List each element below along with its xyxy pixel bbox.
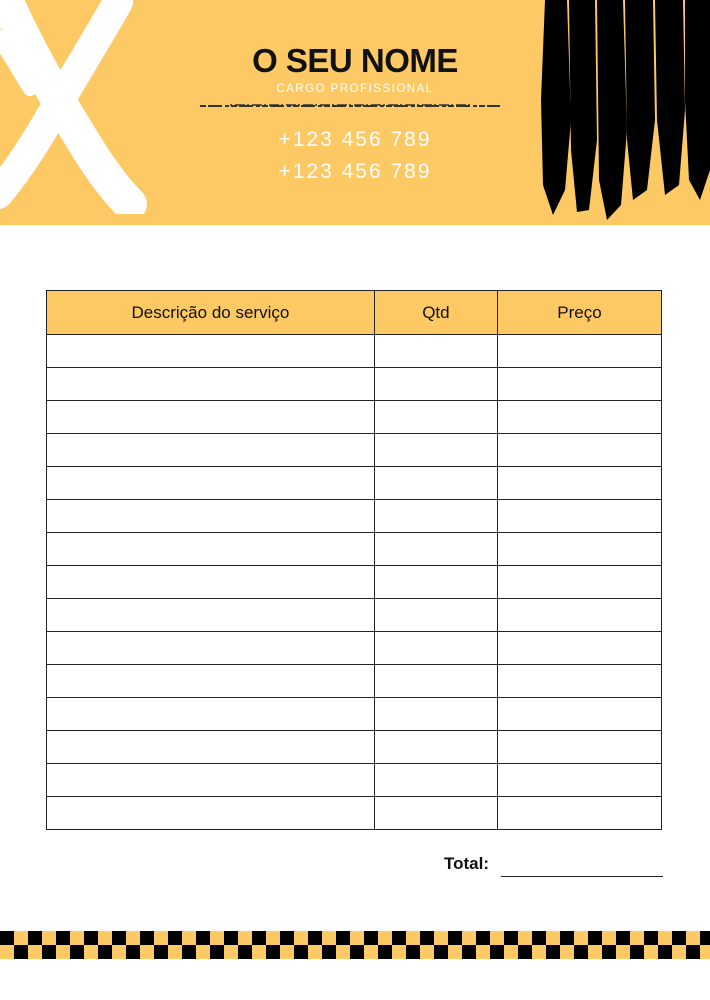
checker-square (308, 931, 322, 945)
x-brush-mark (0, 0, 150, 214)
checker-square (462, 945, 476, 959)
checker-square (532, 945, 546, 959)
checker-square (336, 931, 350, 945)
checker-square (504, 945, 518, 959)
checker-square (434, 945, 448, 959)
checker-square (252, 945, 266, 959)
price-cell[interactable] (498, 368, 662, 401)
checker-square (574, 931, 588, 945)
quantity-cell[interactable] (374, 764, 497, 797)
price-cell[interactable] (498, 632, 662, 665)
description-cell[interactable] (47, 764, 375, 797)
checker-square (518, 945, 532, 959)
checker-square (546, 945, 560, 959)
description-cell[interactable] (47, 500, 375, 533)
description-cell[interactable] (47, 665, 375, 698)
checker-square (238, 931, 252, 945)
checker-square (224, 945, 238, 959)
checker-square (616, 945, 630, 959)
checker-square (630, 945, 644, 959)
checker-square (42, 945, 56, 959)
table-row (47, 632, 662, 665)
checker-square (462, 931, 476, 945)
checker-square (70, 931, 84, 945)
quantity-cell[interactable] (374, 368, 497, 401)
checker-square (266, 945, 280, 959)
description-cell[interactable] (47, 698, 375, 731)
checker-square (378, 945, 392, 959)
checker-square (434, 931, 448, 945)
quantity-cell[interactable] (374, 566, 497, 599)
checker-square (126, 931, 140, 945)
description-cell[interactable] (47, 731, 375, 764)
checker-square (602, 945, 616, 959)
description-cell[interactable] (47, 797, 375, 830)
price-cell[interactable] (498, 533, 662, 566)
checker-square (0, 931, 14, 945)
price-cell[interactable] (498, 665, 662, 698)
checker-square (644, 945, 658, 959)
description-cell[interactable] (47, 599, 375, 632)
table-header-row (47, 291, 662, 335)
checker-square (364, 945, 378, 959)
checker-square (490, 945, 504, 959)
checker-square (448, 945, 462, 959)
phone-number-2: +123 456 789 (278, 160, 432, 183)
checker-square (658, 931, 672, 945)
checker-square (196, 931, 210, 945)
checker-square (616, 931, 630, 945)
table-row (47, 434, 662, 467)
checker-square (700, 931, 710, 945)
table-row (47, 335, 662, 368)
checker-square (266, 931, 280, 945)
checker-square (112, 931, 126, 945)
quantity-cell[interactable] (374, 665, 497, 698)
person-name: O SEU NOME (252, 42, 458, 79)
checker-square (350, 931, 364, 945)
quantity-cell[interactable] (374, 533, 497, 566)
checker-square (280, 931, 294, 945)
quantity-cell[interactable] (374, 632, 497, 665)
phone-number-1: +123 456 789 (278, 128, 432, 151)
checker-square (686, 945, 700, 959)
table-row (47, 566, 662, 599)
table-body (47, 335, 662, 830)
checker-square (448, 931, 462, 945)
description-cell[interactable] (47, 533, 375, 566)
price-cell[interactable] (498, 566, 662, 599)
checker-square (490, 931, 504, 945)
checker-square (560, 931, 574, 945)
checker-square (476, 945, 490, 959)
price-cell[interactable] (498, 500, 662, 533)
checker-square (658, 945, 672, 959)
description-cell[interactable] (47, 401, 375, 434)
price-cell[interactable] (498, 335, 662, 368)
checker-square (364, 931, 378, 945)
checker-square (350, 945, 364, 959)
checker-square (532, 931, 546, 945)
checker-square (476, 931, 490, 945)
checker-square (406, 945, 420, 959)
checker-square (378, 931, 392, 945)
header-quantity: Qtd (374, 291, 497, 335)
checker-square (560, 945, 574, 959)
price-cell[interactable] (498, 764, 662, 797)
quantity-cell[interactable] (374, 335, 497, 368)
header-price: Preço (498, 291, 662, 335)
checker-square (308, 945, 322, 959)
price-cell[interactable] (498, 599, 662, 632)
checker-square (112, 945, 126, 959)
quantity-cell[interactable] (374, 797, 497, 830)
table-row (47, 731, 662, 764)
checker-square (28, 931, 42, 945)
black-brush-strokes (535, 0, 710, 222)
quantity-cell[interactable] (374, 698, 497, 731)
checker-square (280, 945, 294, 959)
checker-square (154, 931, 168, 945)
checker-square (686, 931, 700, 945)
header-banner (0, 0, 710, 225)
checker-square (504, 931, 518, 945)
description-cell[interactable] (47, 467, 375, 500)
checker-square (168, 945, 182, 959)
checker-square (168, 931, 182, 945)
price-cell[interactable] (498, 434, 662, 467)
quantity-cell[interactable] (374, 731, 497, 764)
checker-square (518, 931, 532, 945)
checker-square (70, 945, 84, 959)
checker-square (322, 931, 336, 945)
checker-square (28, 945, 42, 959)
checker-square (252, 931, 266, 945)
description-cell[interactable] (47, 566, 375, 599)
description-cell[interactable] (47, 434, 375, 467)
quantity-cell[interactable] (374, 467, 497, 500)
table-row (47, 401, 662, 434)
checker-square (420, 931, 434, 945)
table-row (47, 764, 662, 797)
checker-square (322, 945, 336, 959)
checker-square (672, 945, 686, 959)
checker-square (238, 945, 252, 959)
checker-square (84, 931, 98, 945)
checker-square (630, 931, 644, 945)
checker-square (700, 945, 710, 959)
checker-square (588, 931, 602, 945)
quantity-cell[interactable] (374, 599, 497, 632)
checker-square (392, 945, 406, 959)
job-title: CARGO PROFISSIONAL (276, 83, 434, 95)
checker-square (140, 945, 154, 959)
price-cell[interactable] (498, 401, 662, 434)
checkered-border (0, 930, 710, 960)
checker-square (294, 945, 308, 959)
table-row (47, 533, 662, 566)
checker-square (392, 931, 406, 945)
checker-square (602, 931, 616, 945)
checker-square (672, 931, 686, 945)
quantity-cell[interactable] (374, 500, 497, 533)
checker-square (98, 945, 112, 959)
checker-square (420, 945, 434, 959)
checker-square (140, 931, 154, 945)
checker-square (588, 945, 602, 959)
table-row (47, 797, 662, 830)
service-table (46, 290, 662, 830)
checker-square (42, 931, 56, 945)
price-cell[interactable] (498, 698, 662, 731)
quantity-cell[interactable] (374, 401, 497, 434)
quantity-cell[interactable] (374, 434, 497, 467)
checker-square (14, 945, 28, 959)
table-row (47, 467, 662, 500)
checker-square (196, 945, 210, 959)
price-cell[interactable] (498, 797, 662, 830)
table-row (47, 665, 662, 698)
checker-square (182, 931, 196, 945)
checker-square (546, 931, 560, 945)
checker-square (644, 931, 658, 945)
table-row (47, 599, 662, 632)
table-row (47, 368, 662, 401)
checker-square (224, 931, 238, 945)
description-cell[interactable] (47, 632, 375, 665)
checker-square (406, 931, 420, 945)
header-description: Descrição do serviço (47, 291, 375, 335)
checker-square (182, 945, 196, 959)
description-cell[interactable] (47, 368, 375, 401)
checker-square (294, 931, 308, 945)
divider-rough-line (200, 101, 500, 111)
checker-square (0, 945, 14, 959)
table-row (47, 500, 662, 533)
checker-square (126, 945, 140, 959)
description-cell[interactable] (47, 335, 375, 368)
checker-square (210, 945, 224, 959)
checker-square (56, 931, 70, 945)
table-row (47, 698, 662, 731)
total-label: Total: (444, 854, 490, 873)
checker-square (14, 931, 28, 945)
price-cell[interactable] (498, 467, 662, 500)
checker-square (210, 931, 224, 945)
total-field[interactable] (501, 876, 663, 877)
checker-square (56, 945, 70, 959)
checker-square (154, 945, 168, 959)
checker-square (98, 931, 112, 945)
checker-square (84, 945, 98, 959)
checker-square (336, 945, 350, 959)
price-cell[interactable] (498, 731, 662, 764)
checker-square (574, 945, 588, 959)
